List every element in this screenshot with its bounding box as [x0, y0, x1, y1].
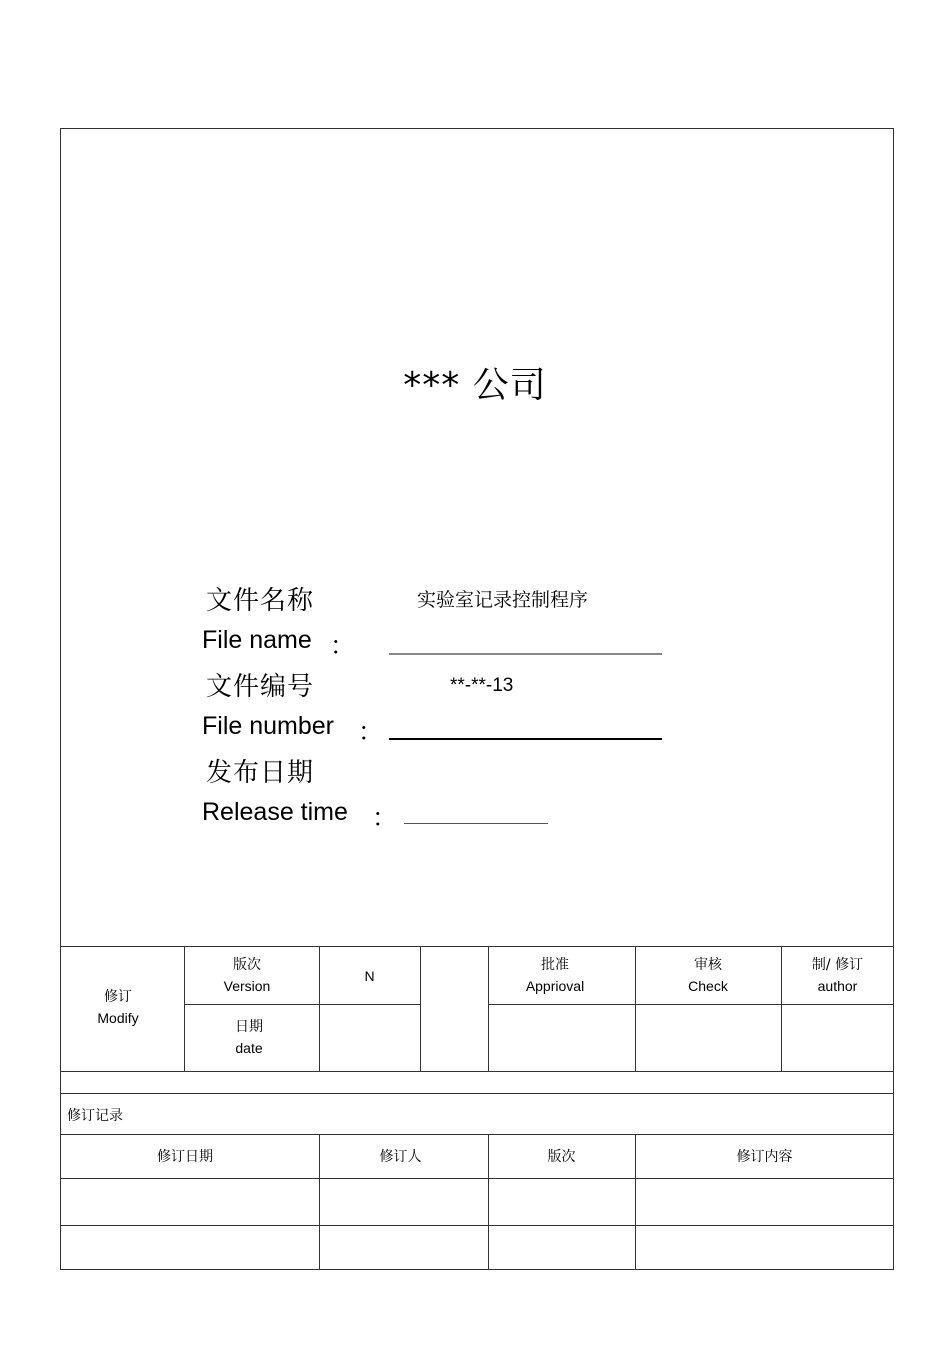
date-cell	[184, 1017, 314, 1059]
file-name-colon: ：	[330, 632, 356, 660]
file-number-value: **-**-13	[450, 675, 514, 696]
release-time-colon: ：	[372, 804, 398, 832]
company-title: *** 公司	[403, 365, 547, 406]
approval-cell	[488, 955, 622, 997]
release-time-label-cn: 发布日期	[206, 758, 315, 788]
file-number-label-cn: 文件编号	[206, 672, 315, 702]
table-line	[60, 1225, 894, 1226]
document-frame	[60, 128, 894, 1270]
table-line	[184, 1004, 420, 1005]
release-time-label-en: Release time	[202, 798, 348, 826]
author-label-cn: 制/ 修订	[811, 957, 864, 973]
table-line	[60, 1071, 894, 1072]
revision-header-date: 修订日期	[157, 1149, 213, 1165]
table-line	[60, 946, 894, 947]
check-cell	[635, 955, 781, 997]
approval-label-en: Apprioval	[525, 978, 585, 994]
author-label-en: author	[817, 978, 858, 994]
date-label-cn: 日期	[235, 1019, 263, 1035]
file-name-label-cn: 文件名称	[206, 586, 315, 616]
table-line	[60, 1093, 894, 1094]
check-label-cn: 审核	[694, 957, 722, 973]
release-time-underline	[404, 823, 548, 824]
file-name-label-en: File name	[202, 626, 312, 654]
table-line	[60, 1178, 894, 1179]
author-cell	[781, 955, 894, 997]
table-line	[420, 946, 421, 1071]
file-name-underline	[389, 653, 662, 655]
file-name-value: 实验室记录控制程序	[417, 589, 589, 611]
version-cell	[184, 955, 310, 997]
table-line	[319, 946, 320, 1071]
revision-header-version: 版次	[547, 1149, 576, 1165]
check-label-en: Check	[688, 978, 728, 994]
revision-header-content: 修订内容	[736, 1149, 793, 1165]
version-value: N	[364, 968, 375, 984]
approval-label-cn: 批准	[541, 957, 569, 973]
file-number-underline	[389, 738, 662, 740]
version-label-cn: 版次	[233, 957, 261, 973]
modify-cell	[60, 987, 176, 1029]
revision-record-title: 修订记录	[67, 1108, 123, 1124]
modify-label-en: Modify	[97, 1010, 139, 1026]
table-line	[488, 1004, 894, 1005]
version-label-en: Version	[223, 978, 271, 994]
modify-label-cn: 修订	[104, 989, 132, 1005]
table-line	[60, 1134, 894, 1135]
file-number-colon: ：	[358, 718, 384, 746]
file-number-label-en: File number	[202, 712, 334, 740]
date-label-en: date	[235, 1040, 263, 1056]
revision-header-person: 修订人	[379, 1149, 422, 1165]
